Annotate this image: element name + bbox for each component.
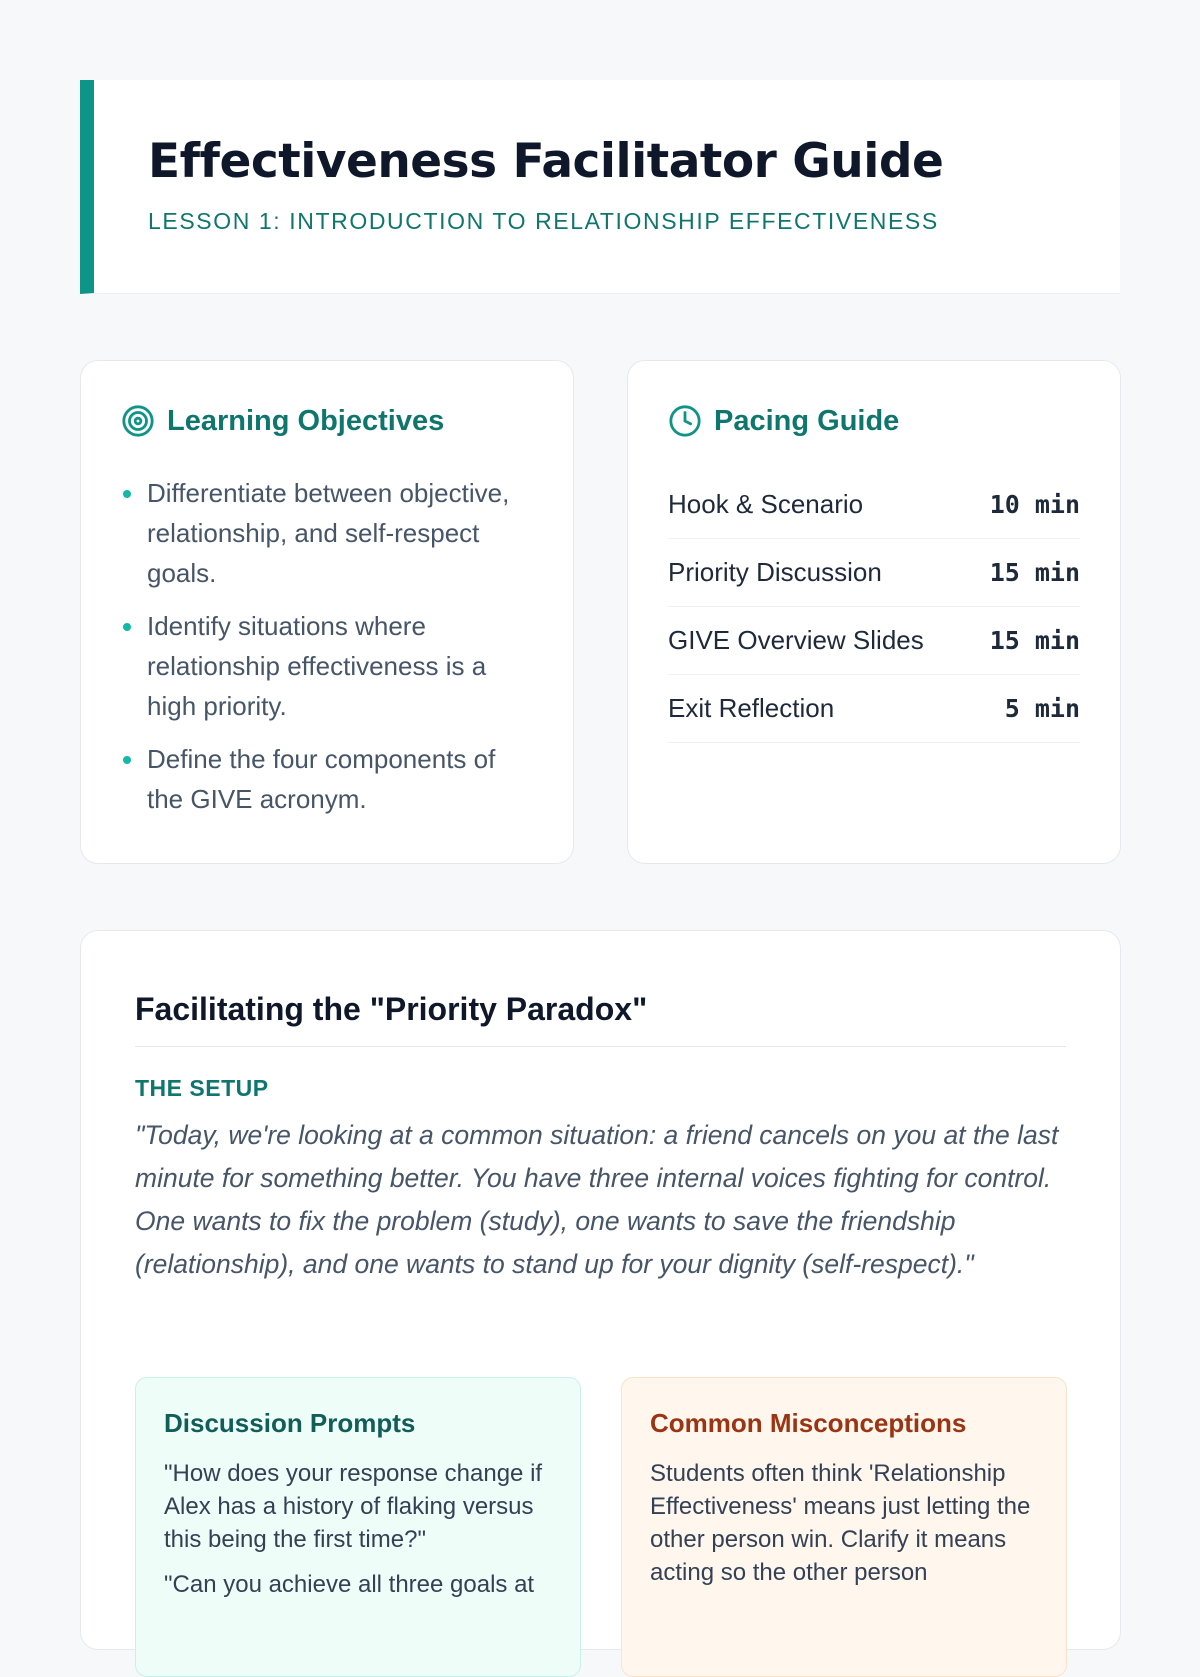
objective-text: Identify situations where relationship effectiveness is a high priority.: [147, 611, 487, 721]
bullet-dot-icon: [123, 490, 131, 498]
pacing-guide-heading: [668, 401, 1080, 441]
pacing-time: 15 min: [989, 558, 1080, 587]
section-title: Facilitating the "Priority Paradox": [135, 991, 1066, 1047]
learning-objectives-heading: [121, 401, 533, 441]
common-misconceptions-box: [621, 1377, 1067, 1677]
discussion-prompts-title: Discussion Prompts: [164, 1408, 416, 1438]
pacing-guide-title: Pacing Guide: [714, 404, 900, 437]
objective-text: Define the four components of the GIVE acronym.: [147, 744, 496, 814]
objective-item: [121, 473, 533, 593]
pacing-activity: Priority Discussion: [668, 557, 882, 587]
discussion-prompt: "Can you achieve all three goals at: [164, 1571, 535, 1598]
common-misconceptions-title: Common Misconceptions: [650, 1408, 967, 1438]
pacing-row: [668, 539, 1080, 607]
clock-icon: [668, 404, 702, 438]
pacing-row: [668, 607, 1080, 675]
objective-item: [121, 739, 533, 819]
page-header: [80, 80, 1120, 294]
objective-text: Differentiate between objective, relationship, and self-respect goals.: [147, 478, 510, 588]
pacing-row: [668, 675, 1080, 743]
discussion-prompt: "How does your response change if Alex has a history of flaking versus this being the first time?": [164, 1460, 543, 1553]
pacing-time: 5 min: [1004, 694, 1080, 723]
pacing-activity: Hook & Scenario: [668, 489, 864, 519]
pacing-time: 15 min: [989, 626, 1080, 655]
pacing-row: [668, 471, 1080, 539]
setup-quote: "Today, we're looking at a common situation: a friend cancels on you at the last minute for something better. You have three internal voices fighting for control. One wants to fix the problem (study), one wants to save the friendship (relationship), and one wants to stand up for your dignity (self-respect).": [135, 1120, 1059, 1279]
objective-item: [121, 606, 533, 726]
priority-paradox-section: [80, 930, 1121, 1650]
objectives-list: [121, 473, 533, 819]
pacing-activity: Exit Reflection: [668, 693, 835, 723]
pacing-list: [668, 471, 1080, 743]
bullet-dot-icon: [123, 623, 131, 631]
learning-objectives-title: Learning Objectives: [167, 404, 445, 437]
learning-objectives-card: [80, 360, 574, 864]
target-icon: [121, 404, 155, 438]
discussion-prompts-box: [135, 1377, 581, 1677]
setup-label: THE SETUP: [135, 1075, 269, 1101]
page-title: Effectiveness Facilitator Guide: [148, 134, 944, 189]
lesson-subtitle: LESSON 1: INTRODUCTION TO RELATIONSHIP EFFECTIVENESS: [148, 208, 939, 234]
bullet-dot-icon: [123, 756, 131, 764]
pacing-time: 10 min: [989, 490, 1080, 519]
pacing-activity: GIVE Overview Slides: [668, 625, 924, 655]
pacing-guide-card: [627, 360, 1121, 864]
misconception-text: Students often think 'Relationship Effectiveness' means just letting the other person win. Clarify it means acting so the other person: [650, 1460, 1031, 1586]
